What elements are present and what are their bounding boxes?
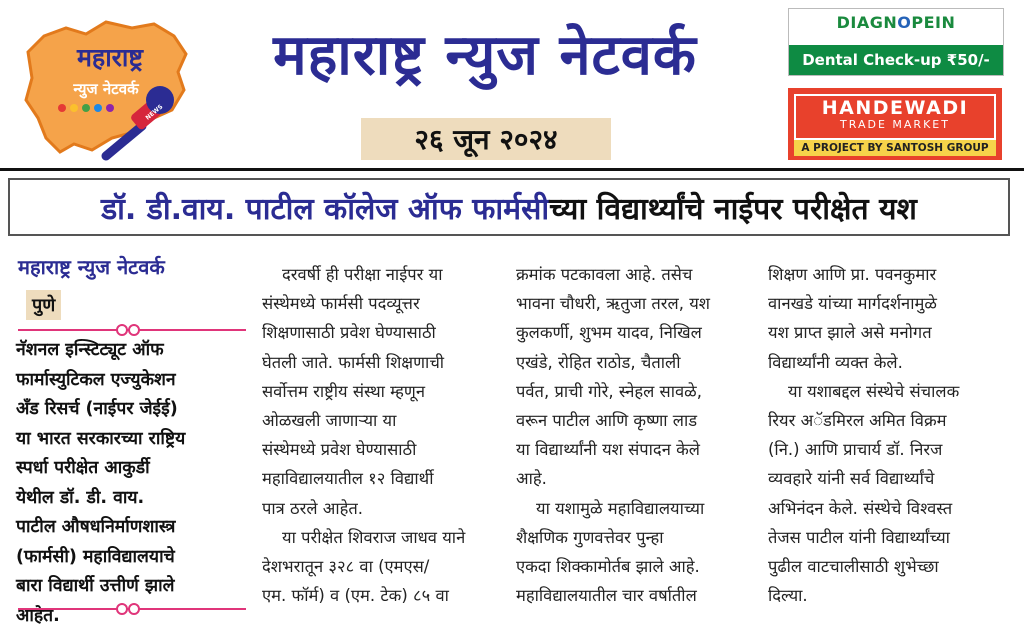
article-line: महाविद्यालयातील चार वर्षातील [516,586,697,606]
handewadi-name: HANDEWADI [821,97,969,119]
maharashtra-map-icon [14,14,194,164]
article-line: पुढील वाटचालीसाठी शुभेच्छा [768,557,939,577]
article-line: भावना चौधरी, ऋतुजा तरल, यश [516,294,710,314]
summary-line: स्पर्धा परीक्षेत आकुर्डी [16,458,150,478]
article-line: एखंडे, रोहित राठोड, चैताली [516,352,681,372]
logo-line2: न्युज नेटवर्क [73,80,139,98]
article-line: या परीक्षेत शिवराज जाधव याने [282,527,466,547]
article-line: एकदा शिक्कामोर्तब झाले आहे. [516,557,700,577]
article-line: वानखडे यांच्या मार्गदर्शनामुळे [768,294,937,314]
summary-line: बारा विद्यार्थी उत्तीर्ण झाले [16,576,175,596]
diagnopein-brand: DIAGNOPEIN [836,13,956,32]
article-column-2 [516,260,756,610]
article-summary [16,336,248,631]
article-line: कुलकर्णी, शुभम यादव, निखिल [516,323,702,343]
dateline-city: पुणे [26,290,61,320]
article-line: अभिनंदन केले. संस्थेचे विश्वस्त [768,498,953,518]
article-line: पात्र ठरले आहेत. [262,498,364,518]
article-line: शिक्षणासाठी प्रवेश घेण्यासाठी [262,323,436,343]
article-line: ओळखली जाणाऱ्या या [262,411,397,431]
article-line: आहे. [516,469,547,489]
newspaper-title: महाराष्ट्र न्युज नेटवर्क [273,23,697,88]
summary-line: येथील डॉ. डी. वाय. [16,487,145,508]
article-line: शैक्षणिक गुणवत्तेवर पुन्हा [516,527,664,547]
article-line: संस्थेमध्ये फार्मसी पदव्यूत्तर [262,294,420,314]
article-line: पर्वत, प्राची गोरे, स्नेहल सावळे, [516,381,702,401]
article-line: विद्यार्थ्यांनी व्यक्त केले. [768,352,903,372]
article-line: (नि.) आणि प्राचार्य डॉ. निरज [768,440,943,460]
article-line: घेतली जाते. फार्मसी शिक्षणाची [262,352,445,372]
article-line: या विद्यार्थ्यांनी यश संपादन केले [516,440,700,460]
article-line: सर्वोत्तम राष्ट्रीय संस्था म्हणून [262,381,425,401]
article-line: क्रमांक पटकावला आहे. तसेच [516,265,693,284]
maharashtra-news-logo [14,14,194,164]
article-column-3 [768,260,1012,610]
summary-line: (फार्मसी) महाविद्यालयाचे [16,546,175,567]
article-line: व्यवहारे यांनी सर्व विद्यार्थ्यांचे [768,469,935,489]
article-column-1 [262,260,504,610]
summary-line: आहेत. [16,605,60,626]
article-line: या यशाबद्दल संस्थेचे संचालक [788,381,960,401]
headline-part2: च्या विद्यार्थ्यांचे नाईपर परीक्षेत यश [549,191,917,227]
dental-offer: Dental Check-up ₹50/- [789,45,1003,75]
logo-line1: महाराष्ट्र [76,43,144,72]
article-line: वरून पाटील आणि कृष्णा लाड [516,411,698,431]
ornament-divider [18,323,246,337]
article-line: यश प्राप्त झाले असे मनोगत [768,323,932,343]
headline-box [8,178,1010,236]
mic-label: NEWS [144,103,165,122]
article-line: महाविद्यालयातील १२ विद्यार्थी [262,469,434,489]
summary-line: अँड रिसर्च (नाईपर जेईई) [16,399,178,419]
summary-line: या भारत सरकारच्या राष्ट्रिय [16,428,186,449]
handewadi-ad[interactable] [788,88,1002,160]
article-line: रियर अॅडमिरल अमित विक्रम [768,411,947,431]
byline: महाराष्ट्र न्युज नेटवर्क [18,255,165,279]
summary-line: पाटील औषधनिर्माणशास्त्र [16,517,176,537]
ornament-divider-bottom [18,602,246,616]
summary-line: नॅशनल इन्स्टिट्यूट ऑफ [16,340,164,360]
masthead-divider [0,168,1024,171]
article-line: शिक्षण आणि प्रा. पवनकुमार [768,265,937,284]
diagnopein-ad[interactable] [788,8,1004,76]
article-line: दरवर्षी ही परीक्षा नाईपर या [282,265,443,284]
handewadi-subtitle: TRADE MARKET [840,118,950,131]
article-line: दिल्या. [768,586,808,606]
article-line: तेजस पाटील यांनी विद्यार्थ्यांच्या [768,527,950,547]
article-line: या यशामुळे महाविद्यालयाच्या [536,498,705,518]
article-line: देशभरातून ३२८ वा (एमएस/ [262,557,430,577]
article-line: संस्थेमध्ये प्रवेश घेण्यासाठी [262,440,417,460]
summary-line: फार्मास्युटिकल एज्युकेशन [16,369,176,390]
publication-date: २६ जून २०२४ [361,118,611,160]
article-line: एम. फॉर्म) व (एम. टेक) ८५ वा [262,586,449,606]
handewadi-tagline: A PROJECT BY SANTOSH GROUP [794,140,996,156]
headline-part1: डॉ. डी.वाय. पाटील कॉलेज ऑफ फार्मसी [101,191,550,227]
